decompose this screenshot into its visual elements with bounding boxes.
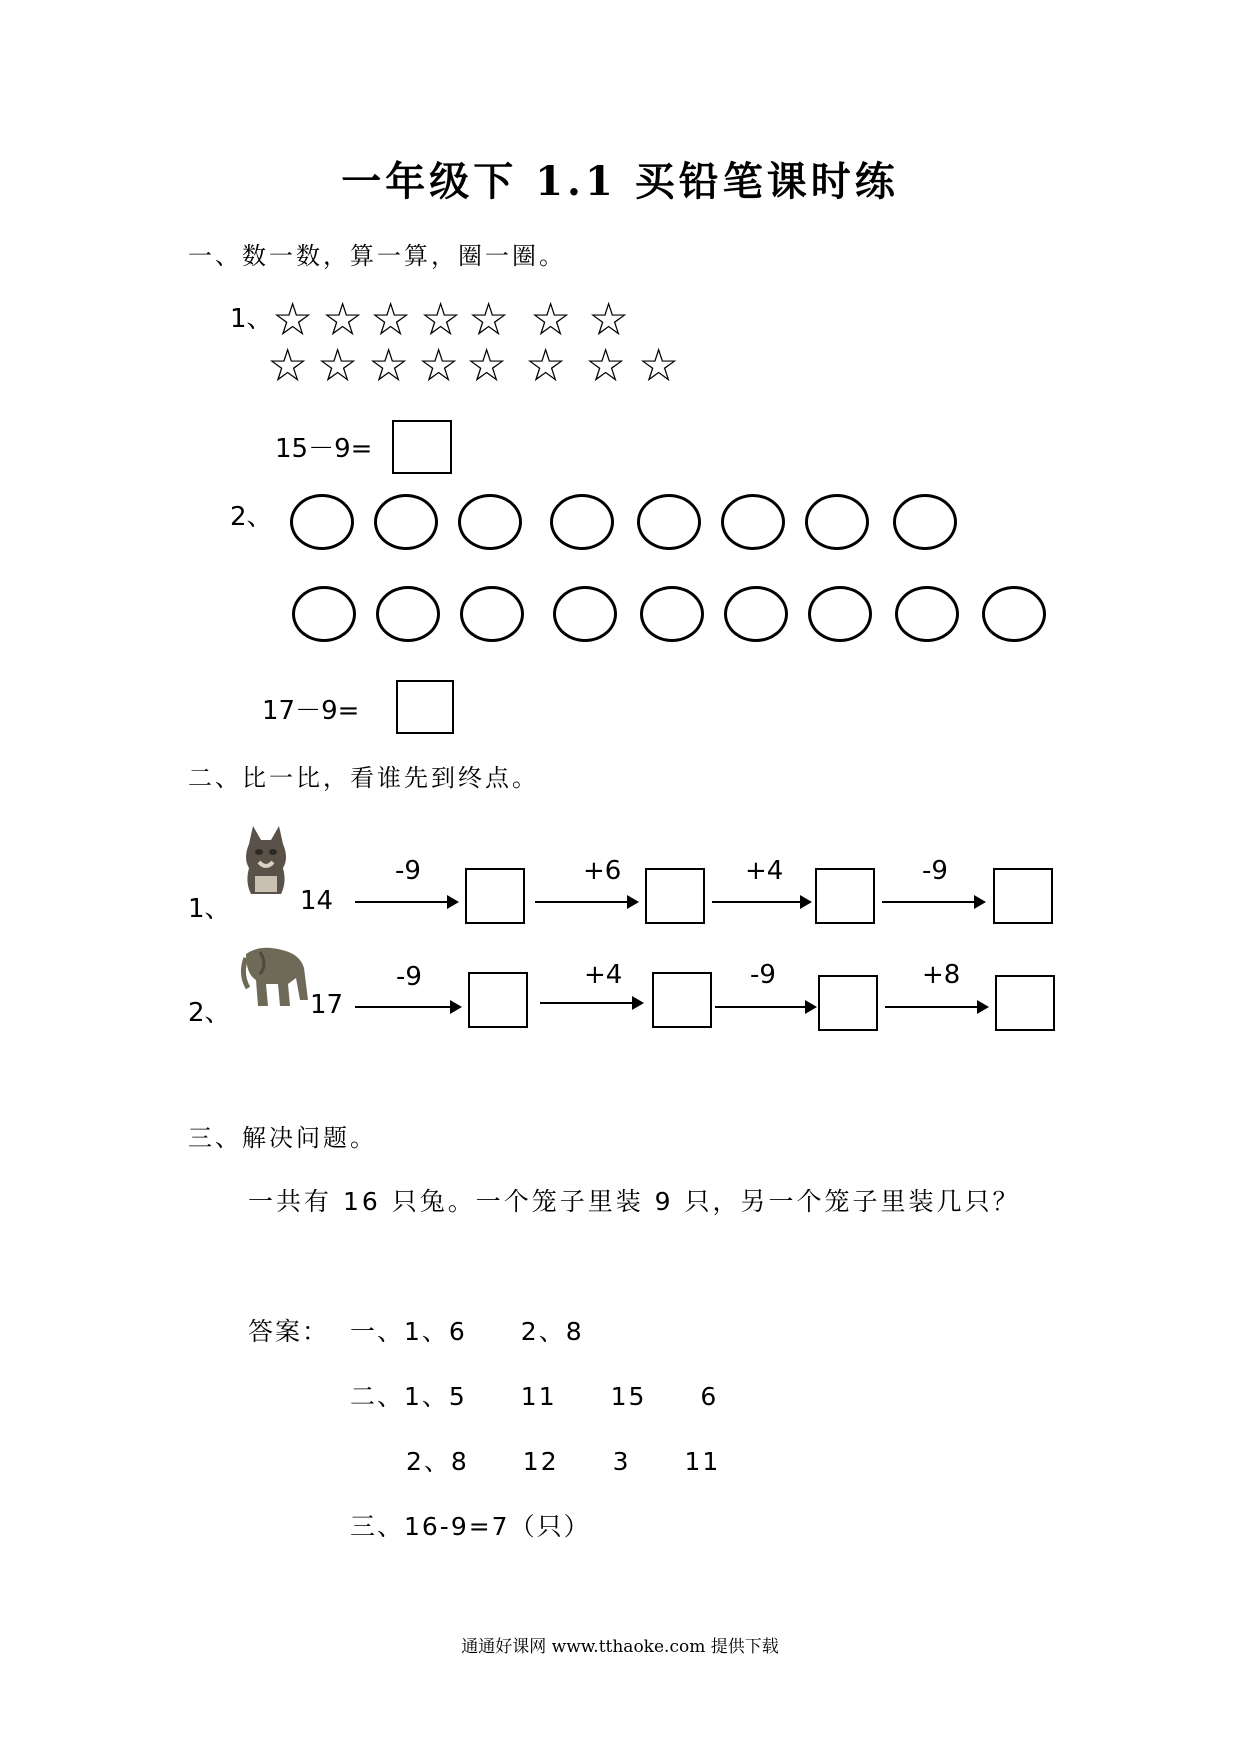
answers-label: 答案： (248, 1317, 330, 1346)
elephant-icon (238, 944, 312, 1010)
race2-op-3: -9 (750, 960, 776, 990)
section-3-heading: 三、解决问题。 (188, 1124, 377, 1152)
circle-icon[interactable] (721, 494, 785, 550)
star-icon: ☆ (420, 292, 462, 346)
circle-icon[interactable] (458, 494, 522, 550)
race2-arrow-4 (885, 1006, 987, 1008)
race1-box-4[interactable] (993, 868, 1053, 924)
star-icon: ☆ (317, 338, 359, 392)
circle-icon[interactable] (808, 586, 872, 642)
star-icon: ☆ (530, 292, 572, 346)
star-icon: ☆ (368, 338, 410, 392)
section-2-heading: 二、比一比，看谁先到终点。 (188, 764, 539, 792)
circle-icon[interactable] (292, 586, 356, 642)
footer-credit: 通通好课网 www.tthaoke.com 提供下载 (461, 1637, 779, 1657)
race2-start-number: 17 (310, 990, 344, 1020)
star-icon: ☆ (466, 338, 508, 392)
race1-op-3: +4 (745, 856, 784, 886)
q2-equation: 17－9= (262, 696, 360, 726)
q1-label: 1、 (230, 304, 273, 334)
answers-line-4: 三、16-9=7（只） (350, 1512, 591, 1541)
circle-icon[interactable] (553, 586, 617, 642)
circle-icon[interactable] (460, 586, 524, 642)
star-icon: ☆ (585, 338, 627, 392)
star-icon: ☆ (370, 292, 412, 346)
race1-op-4: -9 (922, 856, 948, 886)
race2-label: 2、 (188, 998, 231, 1028)
star-icon: ☆ (272, 292, 314, 346)
page-title: 一年级下 1.1 买铅笔课时练 (341, 158, 899, 205)
circle-icon[interactable] (640, 586, 704, 642)
circle-icon[interactable] (550, 494, 614, 550)
race1-arrow-2 (535, 901, 637, 903)
circle-icon[interactable] (893, 494, 957, 550)
circle-icon[interactable] (724, 586, 788, 642)
race1-label: 1、 (188, 894, 231, 924)
race1-arrow-3 (712, 901, 810, 903)
q1-answer-box[interactable] (392, 420, 452, 474)
race2-op-1: -9 (396, 962, 422, 992)
race2-arrow-2 (540, 1002, 642, 1004)
circle-icon[interactable] (374, 494, 438, 550)
race1-arrow-1 (355, 901, 457, 903)
section-1-heading: 一、数一数，算一算，圈一圈。 (188, 242, 566, 270)
race1-box-1[interactable] (465, 868, 525, 924)
cat-icon (235, 824, 297, 900)
word-problem: 一共有 16 只兔。一个笼子里装 9 只，另一个笼子里装几只？ (248, 1187, 1021, 1216)
race1-arrow-4 (882, 901, 984, 903)
circle-icon[interactable] (805, 494, 869, 550)
star-icon: ☆ (418, 338, 460, 392)
race2-op-2: +4 (584, 960, 623, 990)
circle-icon[interactable] (895, 586, 959, 642)
race2-box-4[interactable] (995, 975, 1055, 1031)
star-icon: ☆ (468, 292, 510, 346)
answers-line-3: 2、8 12 3 11 (406, 1447, 721, 1476)
star-icon: ☆ (322, 292, 364, 346)
race2-op-4: +8 (922, 960, 961, 990)
race1-op-2: +6 (583, 856, 622, 886)
circle-icon[interactable] (290, 494, 354, 550)
star-icon: ☆ (638, 338, 680, 392)
star-icon: ☆ (267, 338, 309, 392)
circle-icon[interactable] (637, 494, 701, 550)
star-icon: ☆ (525, 338, 567, 392)
q1-equation: 15－9= (275, 434, 373, 464)
race2-box-3[interactable] (818, 975, 878, 1031)
star-icon: ☆ (588, 292, 630, 346)
race1-box-2[interactable] (645, 868, 705, 924)
circle-icon[interactable] (982, 586, 1046, 642)
q2-answer-box[interactable] (396, 680, 454, 734)
circle-icon[interactable] (376, 586, 440, 642)
race2-arrow-1 (355, 1006, 460, 1008)
race1-start-number: 14 (300, 886, 334, 916)
answers-line-1: 一、1、6 2、8 (350, 1317, 584, 1346)
race1-op-1: -9 (395, 856, 421, 886)
race2-box-2[interactable] (652, 972, 712, 1028)
q2-label: 2、 (230, 502, 273, 532)
answers-line-2: 二、1、5 11 15 6 (350, 1382, 719, 1411)
race2-box-1[interactable] (468, 972, 528, 1028)
race1-box-3[interactable] (815, 868, 875, 924)
race2-arrow-3 (715, 1006, 815, 1008)
